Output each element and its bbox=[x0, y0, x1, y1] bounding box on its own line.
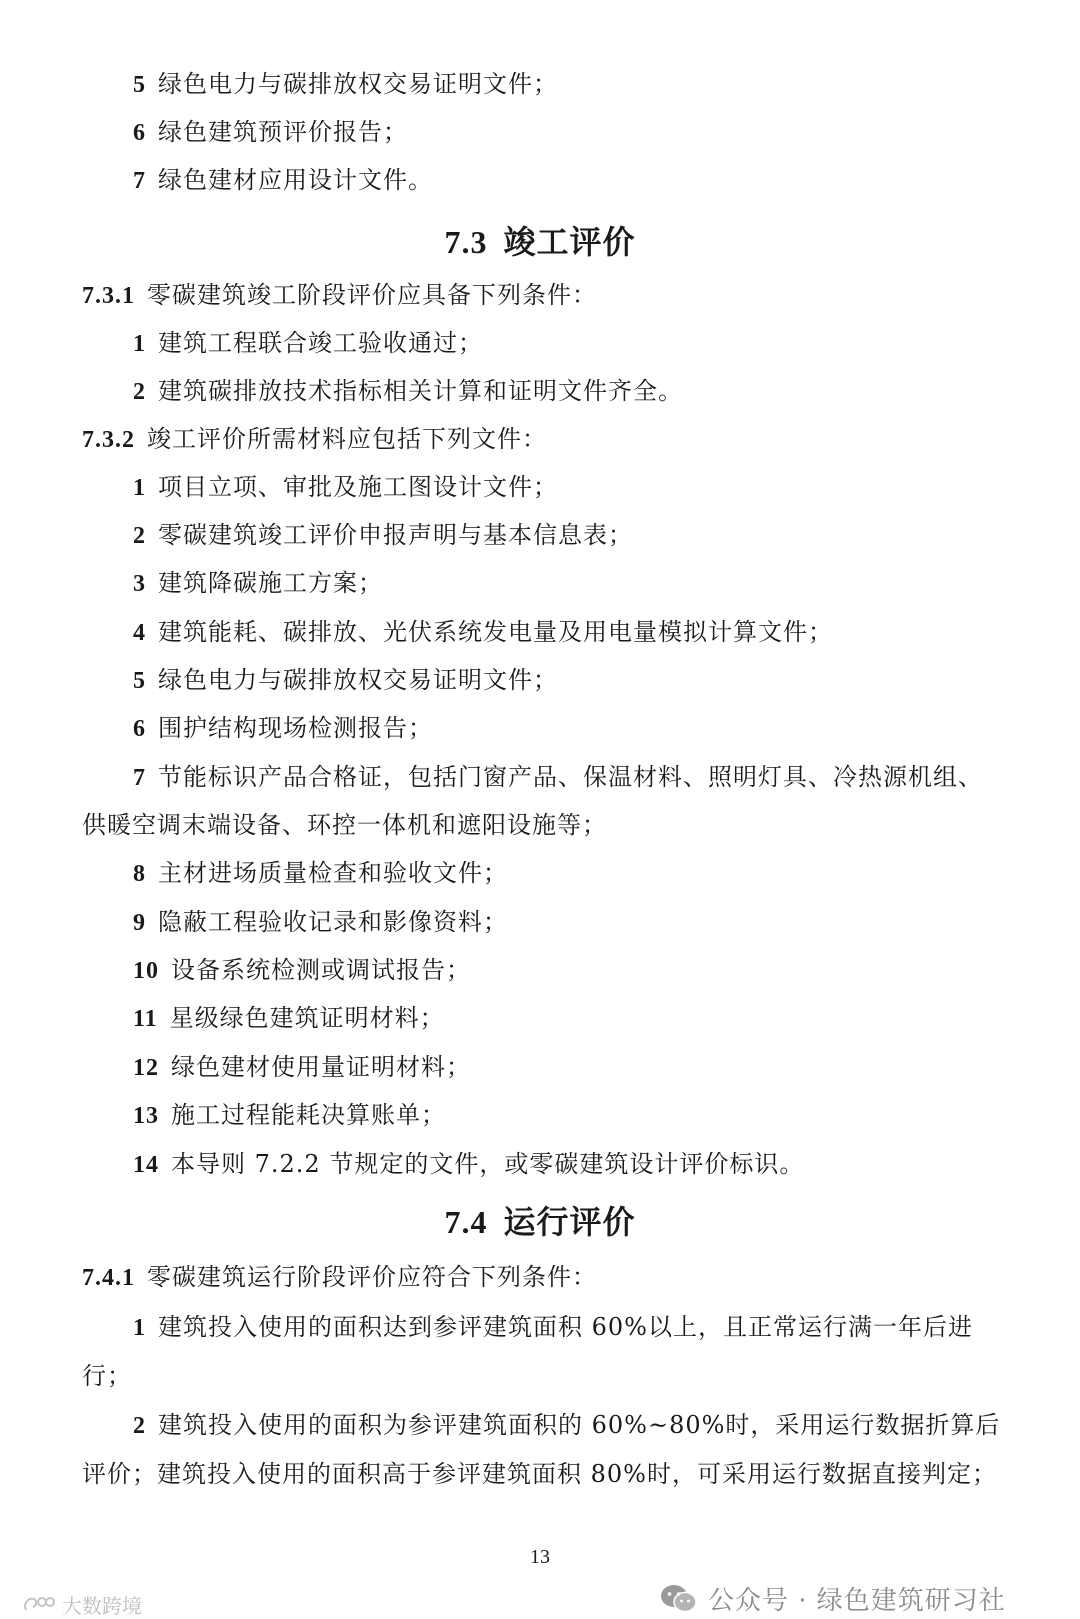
item-text: 绿色电力与碳排放权交易证明文件； bbox=[158, 70, 558, 98]
item-number: 6 bbox=[133, 120, 146, 146]
item-text: 建筑投入使用的面积达到参评建筑面积 60%以上，且正常运行满一年后进 bbox=[158, 1313, 973, 1341]
item-text: 建筑投入使用的面积为参评建筑面积的 60%~80%时，采用运行数据折算后 bbox=[158, 1411, 1001, 1439]
item-number: 12 bbox=[133, 1055, 159, 1081]
list-item bbox=[133, 1149, 804, 1180]
item-text: 绿色建筑预评价报告； bbox=[158, 118, 408, 146]
watermark-account bbox=[660, 1580, 1006, 1617]
clause-7-4-1 bbox=[82, 1262, 597, 1293]
list-item bbox=[133, 762, 983, 793]
list-item bbox=[133, 1003, 445, 1034]
item-number: 1 bbox=[133, 331, 146, 357]
list-item bbox=[133, 665, 558, 696]
item-text-continuation: 评价；建筑投入使用的面积高于参评建筑面积 80%时，可采用运行数据直接判定； bbox=[82, 1460, 997, 1488]
list-item-continuation bbox=[82, 810, 607, 840]
watermark-brand-text: 大数跨境 bbox=[62, 1594, 142, 1618]
item-text: 绿色建材使用量证明材料； bbox=[171, 1053, 471, 1081]
list-item bbox=[133, 472, 558, 503]
list-item bbox=[133, 69, 558, 100]
list-item bbox=[133, 955, 471, 986]
clause-text: 竣工评价所需材料应包括下列文件： bbox=[147, 425, 547, 453]
item-number: 7 bbox=[133, 168, 146, 194]
item-number: 7 bbox=[133, 765, 146, 791]
section-heading-7-4 bbox=[0, 1202, 1080, 1242]
item-text: 建筑降碳施工方案； bbox=[158, 569, 383, 597]
item-text: 主材进场质量检查和验收文件； bbox=[158, 859, 508, 887]
clause-text: 零碳建筑竣工阶段评价应具备下列条件： bbox=[147, 281, 597, 309]
list-item bbox=[133, 713, 433, 744]
item-number: 11 bbox=[133, 1006, 158, 1032]
list-item bbox=[133, 376, 683, 407]
list-item bbox=[133, 568, 383, 599]
item-text: 围护结构现场检测报告； bbox=[158, 714, 433, 742]
section-title: 运行评价 bbox=[503, 1203, 636, 1241]
item-text: 设备系统检测或调试报告； bbox=[171, 956, 471, 984]
list-item bbox=[133, 617, 833, 648]
item-number: 3 bbox=[133, 571, 146, 597]
list-item bbox=[133, 858, 508, 889]
clause-7-3-2 bbox=[82, 424, 547, 455]
item-number: 4 bbox=[133, 620, 146, 646]
item-text: 项目立项、审批及施工图设计文件； bbox=[158, 473, 558, 501]
item-text: 星级绿色建筑证明材料； bbox=[169, 1004, 445, 1032]
list-item bbox=[133, 907, 508, 938]
item-number: 6 bbox=[133, 716, 146, 742]
item-number: 9 bbox=[133, 910, 146, 936]
item-text: 零碳建筑竣工评价申报声明与基本信息表； bbox=[158, 521, 633, 549]
item-number: 5 bbox=[133, 72, 146, 98]
item-text: 建筑碳排放技术指标相关计算和证明文件齐全。 bbox=[158, 377, 683, 405]
item-number: 2 bbox=[133, 523, 146, 549]
list-item-continuation bbox=[82, 1459, 997, 1489]
clause-number: 7.3.1 bbox=[82, 283, 135, 309]
section-heading-7-3 bbox=[0, 222, 1080, 262]
list-item bbox=[133, 1052, 471, 1083]
item-number: 13 bbox=[133, 1103, 159, 1129]
item-number: 2 bbox=[133, 1413, 146, 1439]
item-number: 10 bbox=[133, 958, 159, 984]
list-item-continuation bbox=[82, 1361, 132, 1391]
item-number: 5 bbox=[133, 668, 146, 694]
clause-text: 零碳建筑运行阶段评价应符合下列条件： bbox=[147, 1263, 597, 1291]
list-item bbox=[133, 520, 633, 551]
clause-number: 7.3.2 bbox=[82, 427, 135, 453]
item-text-continuation: 行； bbox=[82, 1362, 132, 1390]
item-text: 建筑能耗、碳排放、光伏系统发电量及用电量模拟计算文件； bbox=[158, 618, 833, 646]
list-item bbox=[133, 1312, 973, 1343]
item-number: 14 bbox=[133, 1152, 159, 1178]
item-text: 建筑工程联合竣工验收通过； bbox=[158, 329, 483, 357]
section-title: 竣工评价 bbox=[503, 223, 636, 261]
clause-7-3-1 bbox=[82, 280, 597, 311]
page-number: 13 bbox=[530, 1546, 550, 1568]
brand-logo-icon bbox=[22, 1594, 56, 1616]
list-item bbox=[133, 165, 433, 196]
watermark-account-text: 公众号 · 绿色建筑研习社 bbox=[708, 1586, 1006, 1616]
list-item bbox=[133, 1410, 1000, 1441]
item-number: 2 bbox=[133, 379, 146, 405]
item-text: 绿色电力与碳排放权交易证明文件； bbox=[158, 666, 558, 694]
list-item bbox=[133, 328, 483, 359]
list-item bbox=[133, 1100, 446, 1131]
section-number: 7.4 bbox=[444, 1204, 488, 1240]
list-item bbox=[133, 117, 408, 148]
item-text-continuation: 供暖空调末端设备、环控一体机和遮阳设施等； bbox=[82, 811, 607, 839]
item-text: 节能标识产品合格证，包括门窗产品、保温材料、照明灯具、冷热源机组、 bbox=[158, 763, 983, 791]
item-number: 8 bbox=[133, 861, 146, 887]
item-text: 绿色建材应用设计文件。 bbox=[158, 166, 433, 194]
wechat-icon bbox=[660, 1583, 698, 1615]
clause-number: 7.4.1 bbox=[82, 1265, 135, 1291]
section-number: 7.3 bbox=[444, 224, 488, 260]
item-text: 隐蔽工程验收记录和影像资料； bbox=[158, 908, 508, 936]
item-number: 1 bbox=[133, 475, 146, 501]
item-number: 1 bbox=[133, 1315, 146, 1341]
item-text: 本导则 7.2.2 节规定的文件，或零碳建筑设计评价标识。 bbox=[171, 1150, 805, 1178]
item-text: 施工过程能耗决算账单； bbox=[171, 1101, 446, 1129]
